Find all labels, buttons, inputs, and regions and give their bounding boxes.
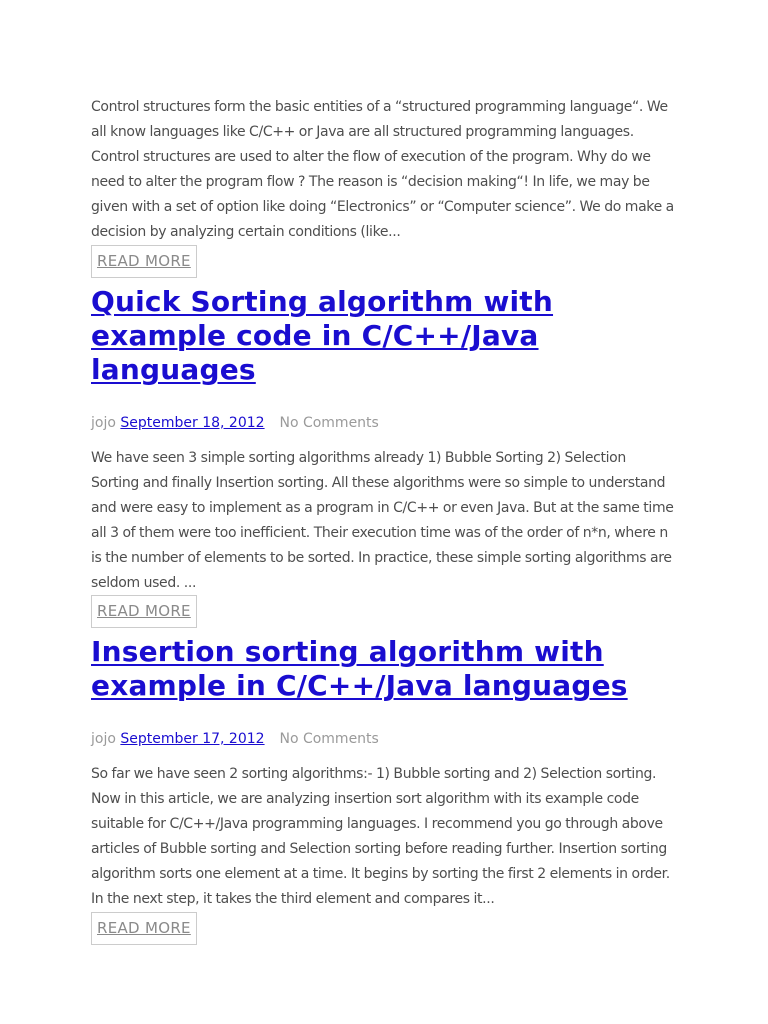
post-title	[91, 285, 691, 387]
excerpt-line: Control structures are used to alter the flow of execution of the program. Why do we	[91, 149, 651, 165]
excerpt-line: need to alter the program flow ? The reason is “decision making“! In life, we may be	[91, 174, 650, 190]
post-author: jojo	[91, 731, 116, 747]
post-excerpt	[91, 446, 691, 596]
excerpt-line: seldom used. ...	[91, 575, 197, 591]
post-title-link[interactable]	[91, 285, 691, 387]
excerpt-line: decision by analyzing certain conditions (like...	[91, 224, 401, 240]
post-0	[91, 95, 691, 278]
excerpt-line: algorithm sorts one element at a time. It begins by sorting the first 2 elements in order.	[91, 866, 670, 882]
excerpt-line: is the number of elements to be sorted. In practice, these simple sorting algorithms are	[91, 550, 672, 566]
excerpt-line: and were easy to implement as a program in C/C++ or even Java. But at the same time	[91, 500, 674, 516]
title-line: Quick Sorting algorithm with	[91, 285, 554, 318]
post-comments: No Comments	[279, 731, 379, 747]
excerpt-line: given with a set of option like doing “Electronics” or “Computer science”. We do make a	[91, 199, 674, 215]
excerpt-line: Sorting and finally Insertion sorting. All these algorithms were so simple to understand	[91, 475, 666, 491]
title-line: languages	[91, 353, 256, 386]
excerpt-line: So far we have seen 2 sorting algorithms:- 1) Bubble sorting and 2) Selection sorting.	[91, 766, 657, 782]
excerpt-line: We have seen 3 simple sorting algorithms already 1) Bubble Sorting 2) Selection	[91, 450, 626, 466]
read-more-button[interactable]: READ MORE	[91, 595, 197, 628]
post-1	[91, 285, 691, 628]
title-line: example in C/C++/Java languages	[91, 669, 628, 702]
excerpt-line: Now in this article, we are analyzing insertion sort algorithm with its example code	[91, 791, 639, 807]
post-list	[91, 95, 691, 945]
post-author: jojo	[91, 415, 116, 431]
post-date-link[interactable]: September 18, 2012	[120, 415, 265, 431]
excerpt-line: suitable for C/C++/Java programming languages. I recommend you go through above	[91, 816, 663, 832]
post-comments: No Comments	[279, 415, 379, 431]
excerpt-line: In the next step, it takes the third element and compares it...	[91, 891, 495, 907]
excerpt-line: articles of Bubble sorting and Selection sorting before reading further. Insertion sorting	[91, 841, 667, 857]
excerpt-line: all 3 of them were too inefficient. Their execution time was of the order of n*n, where n	[91, 525, 668, 541]
title-line: example code in C/C++/Java	[91, 319, 539, 352]
post-date-link[interactable]: September 17, 2012	[120, 731, 265, 747]
post-meta	[91, 414, 691, 432]
title-line: Insertion sorting algorithm with	[91, 635, 604, 668]
read-more-button[interactable]: READ MORE	[91, 912, 197, 945]
excerpt-line: Control structures form the basic entities of a “structured programming language“. We	[91, 99, 668, 115]
post-title	[91, 635, 691, 703]
excerpt-line: all know languages like C/C++ or Java are all structured programming languages.	[91, 124, 634, 140]
post-excerpt	[91, 762, 691, 912]
post-title-link[interactable]	[91, 635, 691, 703]
post-meta	[91, 730, 691, 748]
read-more-button[interactable]: READ MORE	[91, 245, 197, 278]
post-2	[91, 635, 691, 945]
post-excerpt	[91, 95, 691, 245]
